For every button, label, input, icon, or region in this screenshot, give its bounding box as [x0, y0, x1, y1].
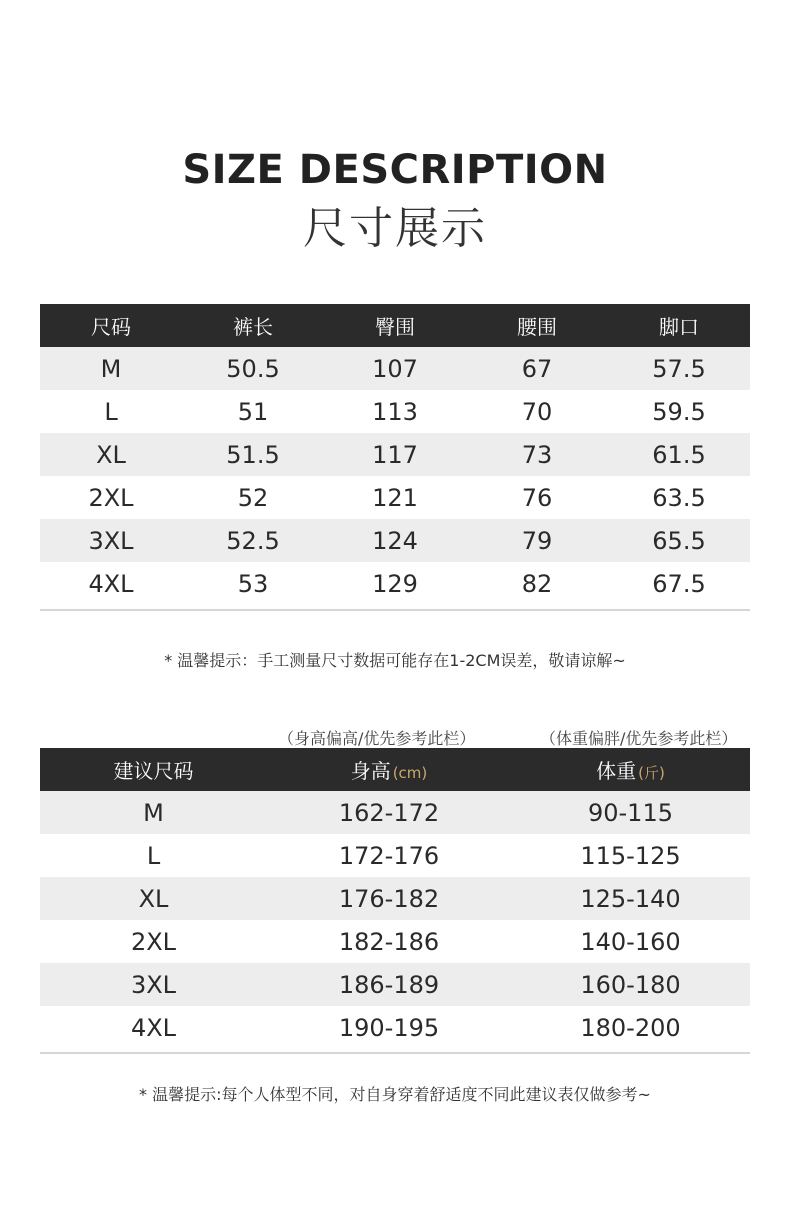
cell-size: XL: [40, 433, 182, 476]
cell-size: 3XL: [40, 519, 182, 562]
page-title-chinese: 尺寸展示: [303, 203, 487, 254]
table-bottom-divider: [40, 1052, 750, 1054]
size-table: [40, 304, 750, 605]
cell-size: L: [40, 834, 267, 877]
cell-leg-opening: 63.5: [608, 476, 750, 519]
cell-pants-length: 50.5: [182, 347, 324, 390]
cell-size: 2XL: [40, 920, 267, 963]
table-row: [40, 834, 750, 877]
cell-size: L: [40, 390, 182, 433]
cell-waist: 82: [466, 562, 608, 605]
cell-weight: 180-200: [511, 1006, 750, 1049]
cell-size: XL: [40, 877, 267, 920]
cell-height: 190-195: [267, 1006, 511, 1049]
recommended-size-table: [40, 748, 750, 1049]
header-waist: 腰围: [466, 304, 608, 347]
header-height: [267, 748, 511, 791]
cell-size: M: [40, 791, 267, 834]
page-title-english: SIZE DESCRIPTION: [182, 147, 608, 193]
cell-pants-length: 53: [182, 562, 324, 605]
header-pants-length: 裤长: [182, 304, 324, 347]
header-weight-label: 体重: [596, 759, 637, 783]
table-row: [40, 1006, 750, 1049]
table-row: [40, 791, 750, 834]
cell-height: 162-172: [267, 791, 511, 834]
cell-pants-length: 51.5: [182, 433, 324, 476]
cell-size: 2XL: [40, 476, 182, 519]
cell-waist: 73: [466, 433, 608, 476]
header-size: 尺码: [40, 304, 182, 347]
header-hip: 臀围: [324, 304, 466, 347]
weight-unit: (斤): [638, 764, 665, 782]
table-row: [40, 877, 750, 920]
cell-height: 176-182: [267, 877, 511, 920]
recommendation-note: * 温馨提示:每个人体型不同，对自身穿着舒适度不同此建议表仅做参考~: [139, 1085, 651, 1104]
cell-hip: 107: [324, 347, 466, 390]
measurement-note: * 温馨提示：手工测量尺寸数据可能存在1-2CM误差，敬请谅解~: [164, 651, 626, 670]
cell-leg-opening: 65.5: [608, 519, 750, 562]
header-weight: [511, 748, 750, 791]
header-leg-opening: 脚口: [608, 304, 750, 347]
cell-weight: 90-115: [511, 791, 750, 834]
cell-height: 186-189: [267, 963, 511, 1006]
height-unit: (cm): [392, 764, 428, 782]
cell-hip: 129: [324, 562, 466, 605]
cell-weight: 125-140: [511, 877, 750, 920]
cell-weight: 115-125: [511, 834, 750, 877]
table-row: [40, 476, 750, 519]
cell-hip: 124: [324, 519, 466, 562]
cell-pants-length: 52: [182, 476, 324, 519]
recommend-table-header-row: [40, 748, 750, 791]
cell-size: 4XL: [40, 1006, 267, 1049]
table-row: [40, 519, 750, 562]
header-height-label: 身高: [350, 759, 391, 783]
weight-priority-hint: （体重偏胖/优先参考此栏）: [540, 729, 738, 748]
table-row: [40, 347, 750, 390]
cell-hip: 113: [324, 390, 466, 433]
cell-size: 4XL: [40, 562, 182, 605]
height-priority-hint: （身高偏高/优先参考此栏）: [278, 729, 476, 748]
table-row: [40, 920, 750, 963]
cell-weight: 160-180: [511, 963, 750, 1006]
cell-waist: 70: [466, 390, 608, 433]
cell-hip: 121: [324, 476, 466, 519]
table-row: [40, 390, 750, 433]
cell-leg-opening: 57.5: [608, 347, 750, 390]
cell-leg-opening: 67.5: [608, 562, 750, 605]
table-bottom-divider: [40, 609, 750, 611]
cell-size: M: [40, 347, 182, 390]
cell-pants-length: 52.5: [182, 519, 324, 562]
table-row: [40, 562, 750, 605]
cell-waist: 67: [466, 347, 608, 390]
header-recommended-size: 建议尺码: [40, 748, 267, 791]
cell-hip: 117: [324, 433, 466, 476]
cell-height: 182-186: [267, 920, 511, 963]
size-table-header-row: [40, 304, 750, 347]
table-row: [40, 433, 750, 476]
cell-leg-opening: 59.5: [608, 390, 750, 433]
cell-leg-opening: 61.5: [608, 433, 750, 476]
cell-waist: 76: [466, 476, 608, 519]
cell-weight: 140-160: [511, 920, 750, 963]
table-row: [40, 963, 750, 1006]
cell-waist: 79: [466, 519, 608, 562]
cell-height: 172-176: [267, 834, 511, 877]
cell-pants-length: 51: [182, 390, 324, 433]
cell-size: 3XL: [40, 963, 267, 1006]
